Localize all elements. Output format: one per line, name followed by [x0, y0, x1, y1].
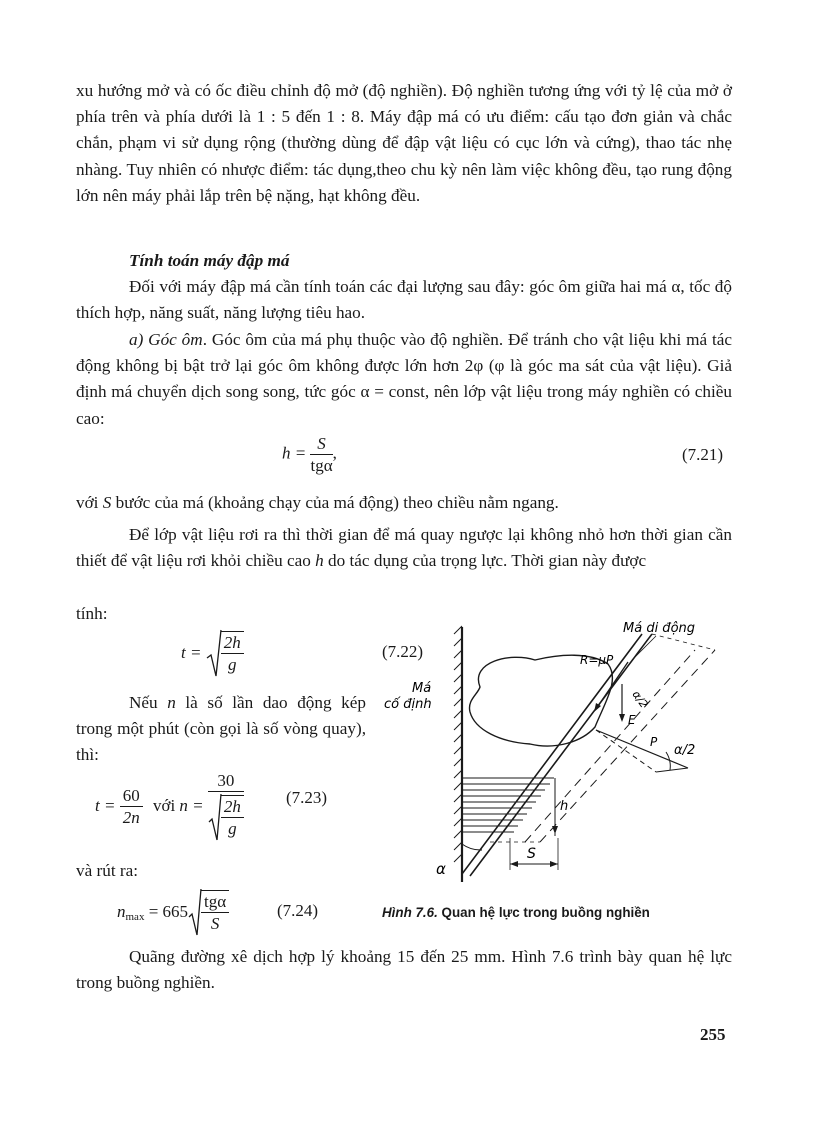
- label-fixed-jaw-1: Má: [412, 681, 432, 696]
- page-number: 255: [700, 1025, 726, 1044]
- paragraph-displacement: Quãng đường xê dịch hợp lý khoảng 15 đến 25 mm. Hình 7.6 trình bày quan hệ lực trong buồng nghiền.: [76, 947, 732, 993]
- eq721-numerator: S: [310, 433, 332, 455]
- eq721-denominator: tgα: [310, 456, 333, 475]
- eq724-coefficient: = 665: [148, 902, 189, 921]
- force-e-arrow: [619, 714, 625, 722]
- label-stroke: S: [527, 846, 536, 862]
- equation-number-7-21: (7.21): [682, 445, 724, 464]
- label-alpha: α: [436, 860, 446, 878]
- grip-angle-text: . Góc ôm của má phụ thuộc vào độ nghiền. Để tránh cho vật liệu khi má tác động không bị bật trở lại góc ôm không được lớn hơn 2φ (φ là góc ma sát của vật liệu). Giả định má chuyển dịch song song, tức góc α = const, nên lớp vật liệu trong máy nghiền có chiều cao:: [76, 330, 732, 428]
- paragraph-quantities: Đối với máy đập má cần tính toán các đại lượng sau đây: góc ôm giữa hai má α, tốc độ thích hợp, năng suất, năng lượng tiêu hao.: [76, 277, 732, 323]
- label-friction: R=μP: [580, 653, 614, 667]
- height-arrow: [552, 826, 558, 834]
- eq721-fraction: [310, 433, 332, 476]
- fall-time-var: h: [315, 551, 324, 571]
- eq723-fraction-2: [208, 770, 244, 842]
- equation-7-23: [95, 770, 244, 842]
- figure-jaw-crusher-forces: [370, 612, 730, 902]
- grip-angle-label: a) Góc ôm: [129, 330, 203, 349]
- eq723-lhs-2: n =: [179, 796, 204, 815]
- moving-jaw-inner: [462, 634, 642, 874]
- figure-caption: [382, 905, 650, 920]
- eq723-connector: với: [152, 796, 176, 815]
- figure-caption-label: Hình 7.6.: [382, 905, 438, 920]
- equation-number-7-22: (7.22): [382, 642, 424, 661]
- label-half-alpha-1: α/2: [629, 688, 651, 711]
- label-moving-jaw: Má di động: [623, 621, 696, 636]
- section-heading: Tính toán máy đập má: [129, 251, 290, 270]
- oscillation-text-b: là số lần dao động kép trong một phút (còn gọi là số vòng quay), thì:: [76, 693, 366, 765]
- force-p-closing: [656, 768, 688, 772]
- eq724-lhs-var: n: [117, 902, 126, 921]
- stroke-arrow-right: [550, 861, 558, 867]
- eq722-sqrt: [206, 628, 244, 678]
- eq723-lhs: t =: [95, 796, 116, 815]
- displaced-top: [652, 634, 715, 650]
- eq721-tail: ,: [332, 443, 337, 463]
- equation-number-7-23: (7.23): [286, 788, 328, 807]
- fall-time-text-b: do tác dụng của trọng lực. Thời gian này được: [323, 551, 647, 571]
- half-alpha-arc: [666, 752, 670, 770]
- eq723-inner-fraction: [221, 795, 244, 839]
- material-lump: [469, 655, 612, 746]
- fall-time-text-a: Để lớp vật liệu rơi ra thì thời gian để má quay ngược lại không nhỏ hơn thời gian cần thiết để vật liệu rơi khỏi chiều cao: [76, 525, 732, 571]
- eq723-fraction-1: [120, 785, 143, 828]
- label-force-p: P: [650, 735, 658, 749]
- eq723-inner-numerator: 2h: [221, 796, 244, 818]
- sqrt-sign: [188, 887, 202, 937]
- stroke-var: S: [102, 493, 112, 512]
- sqrt-sign: [208, 792, 222, 842]
- label-half-alpha-2: α/2: [674, 743, 696, 758]
- equation-number-7-24: (7.24): [277, 901, 319, 920]
- label-height: h: [560, 799, 569, 814]
- sqrt-sign: [206, 628, 222, 678]
- eq723-numerator-2: 30: [208, 770, 244, 792]
- alpha-arc: [462, 844, 482, 850]
- paragraph-intro-text: xu hướng mở và có ốc điều chỉnh độ mở (độ nghiền). Độ nghiền tương ứng với tỷ lệ của mở ở phía trên và phía dưới là 1 : 5 đến 1 : 8. Máy đập má có ưu điểm: cấu tạo đơn giản và chắc chắn, phạm vi sử dụng rộng (thường dùng để đập vật liệu có cục lớn và cứng), thao tác nhẹ nhàng. Tuy nhiên có nhược điểm: tác dụng,theo chu kỳ nên làm việc không đều, tạo rung động lớn nên máy phải lắp trên bệ nặng, hạt không đều.: [76, 81, 732, 205]
- moving-jaw-leader: [632, 636, 656, 660]
- force-r-vector: [596, 662, 628, 709]
- label-force-e: E: [628, 713, 636, 727]
- label-fixed-jaw-2: cố định: [384, 697, 432, 712]
- equation-7-24: [117, 887, 229, 937]
- stroke-arrow-left: [510, 861, 518, 867]
- oscillation-text-a: Nếu: [129, 693, 168, 712]
- eq724-sqrt: [188, 887, 229, 937]
- eq724-denominator: S: [210, 914, 220, 933]
- material-layer: [462, 778, 554, 832]
- eq724-lhs-sub: max: [125, 910, 145, 923]
- paragraph-oscillation: [76, 690, 366, 769]
- paragraph-derive: và rút ra:: [76, 861, 139, 880]
- eq724-numerator: tgα: [201, 891, 229, 913]
- eq724-fraction: [201, 890, 229, 934]
- oscillation-var: n: [167, 693, 176, 712]
- eq723-denominator-2: [208, 792, 244, 842]
- fixed-jaw-hatching: [454, 626, 462, 862]
- eq722-lhs: t =: [181, 643, 202, 662]
- paragraph-intro: [76, 78, 732, 209]
- eq722-denominator: g: [227, 655, 237, 674]
- paragraph-grip-angle: [76, 327, 732, 432]
- eq722-numerator: 2h: [221, 632, 244, 654]
- eq723-inner-denominator: g: [228, 819, 237, 838]
- equation-7-22: [181, 628, 244, 678]
- eq721-lhs: h =: [282, 443, 307, 463]
- paragraph-stroke: [76, 490, 732, 516]
- moving-jaw-outer: [470, 634, 652, 876]
- figure-caption-text: Quan hệ lực trong buồng nghiền: [437, 905, 650, 920]
- equation-7-21: [282, 433, 337, 476]
- eq722-fraction: [221, 631, 244, 675]
- eq723-numerator-1: 60: [120, 785, 143, 807]
- eq723-denominator-1: 2n: [122, 807, 140, 827]
- stroke-text-b: bước của má (khoảng chạy của má động) theo chiều nằm ngang.: [111, 493, 559, 512]
- paragraph-fall-time-end: tính:: [76, 604, 108, 623]
- paragraph-fall-time: [76, 522, 732, 574]
- stroke-text-a: với: [76, 493, 103, 512]
